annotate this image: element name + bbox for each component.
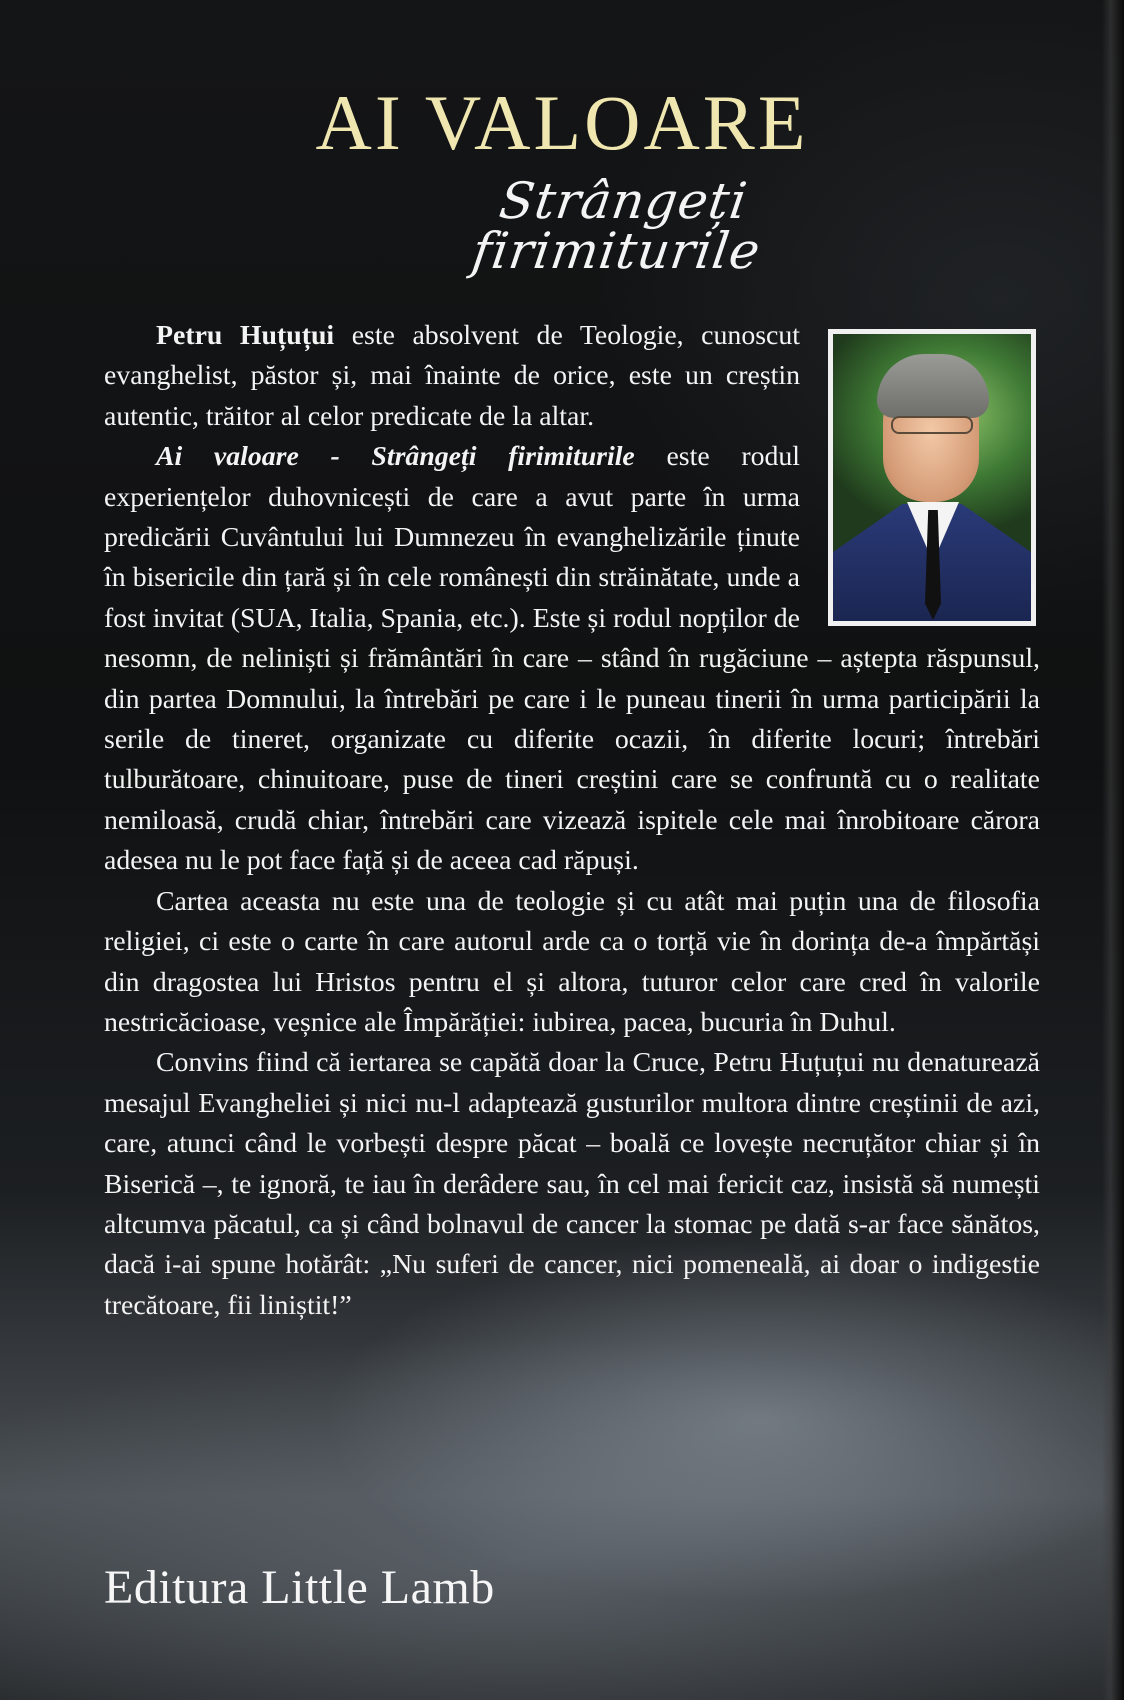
blurb-paragraph-4: Convins fiind că iertarea se capătă doar la Cruce, Petru Huțuțui nu denaturează mesajul Evangheliei și nici nu-l adaptează gusturilor multora dintre creștinii de azi, care, atunci când le vorbești despre păcat – boală ce lovește necruțător chiar și în Biserică –, te ignoră, te iau în derâdere sau, în cel mai fericit caz, insistă să numești altcumva păcatul, ca și când bolnavul de cancer la stomac pe dată s-ar face sănătos, dacă i-ai spune hotărât: „Nu suferi de cancer, nici pomeneală, ai doar o indigestie trecătoare, fii liniștit!” [104, 1047, 1040, 1321]
blurb-paragraph-3: Cartea aceasta nu este una de teologie și cu atât mai puțin una de filosofia religiei, ci este o carte în care autorul arde ca o torță vie în dorința de-a împărtăși din dragostea lui Hristos pentru el și altora, tuturor celor care cred în valorile nestricăcioase, veșnice ale Împărăției: iubirea, pacea, bucuria în Duhul. [104, 885, 1040, 1038]
blurb-paragraph-1: Petru Huțuțui este absolvent de Teologie, cunoscut evanghelist, păstor și, mai înainte de orice, este un creștin autentic, trăitor al celor predicate de la altar. [104, 320, 800, 432]
blurb-paragraph-2: Ai valoare - Strângeți firimiturile este rodul experiențelor duhovnicești de care a avut parte în urma predicării Cuvântului lui Dumnezeu în evanghelizările ținute în bisericile din țară și în cele românești din străinătate, unde a fost invitat (SUA, Italia, Spania, etc.). Este și rodul nopților de nesomn, de neliniști și frământări în care – stând în rugăciune – aștepta răspunsul, din partea Domnului, la întrebări pe care i le puneau tinerii în urma participării la serile de tineret, organizate cu diferite ocazii, în diferite locuri; întrebări tulburătoare, chinuitoare, puse de tineri creștini care se confruntă cu o realitate nemiloasă, crudă chiar, întrebări care vizează ispitele cele mai înrobitoare cărora adesea nu le pot face față și de aceea cad răpuși. [104, 441, 1040, 877]
book-subtitle: Strângeți firimiturile [468, 172, 765, 280]
spine-edge [1102, 0, 1124, 1700]
book-title-inline: Ai valoare - Strângeți firimiturile [156, 441, 635, 473]
book-title: AI VALOARE [315, 79, 809, 166]
back-cover-blurb [104, 316, 1040, 1326]
author-name: Petru Huțuțui [156, 320, 335, 351]
publisher-name: Editura Little Lamb [104, 1561, 495, 1614]
